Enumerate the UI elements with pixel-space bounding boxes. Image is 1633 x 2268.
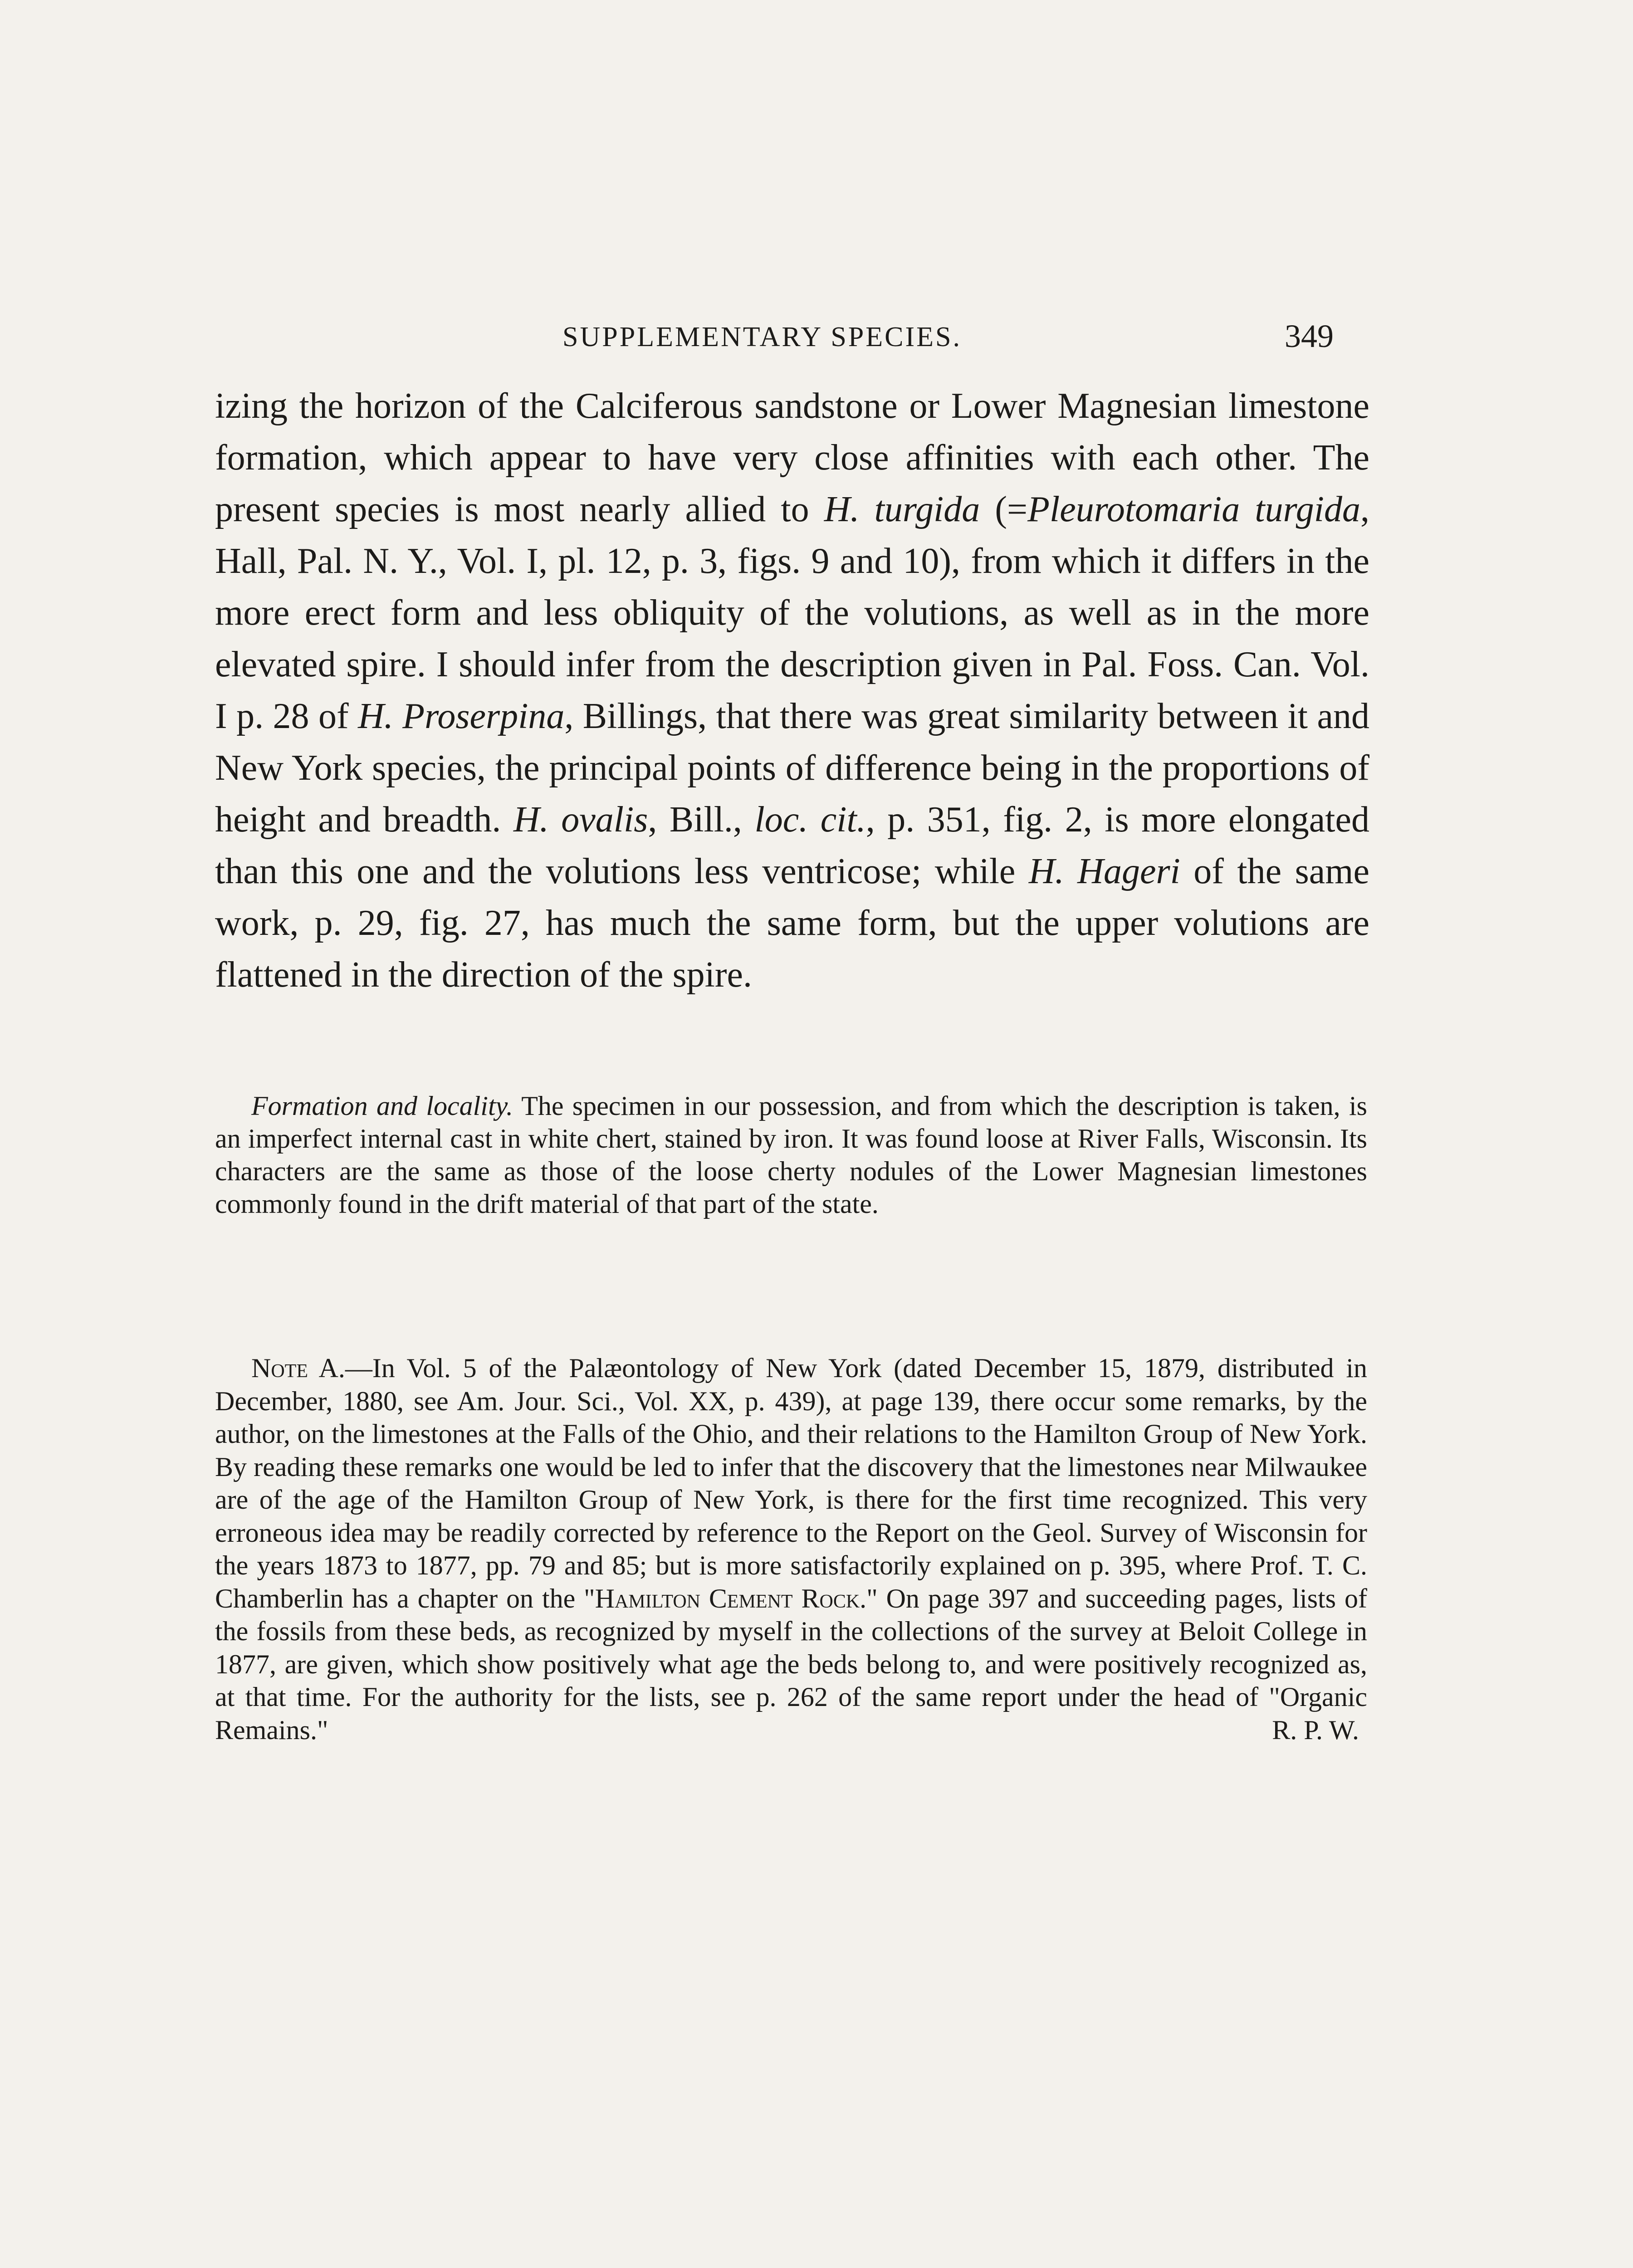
species-name: H. Hageri bbox=[1028, 851, 1180, 891]
main-text-3: , Hall, Pal. N. Y., Vol. I, pl. 12, p. 3, figs. 9 and 10), from which it differs in the more erect form and less obliquity of the volutions, as well as in the more elevated spire. I should infer from the description given in Pal. Foss. Can. Vol. I p. 28 of bbox=[215, 489, 1369, 736]
main-text-4: , Billings, that there was great similarity between it and New York species, the principal points of difference being in the proportions of height and breadth. bbox=[215, 696, 1369, 840]
species-name: H. turgida bbox=[824, 489, 980, 529]
citation-abbrev: loc. cit. bbox=[754, 800, 866, 840]
formation-text: The specimen in our possession, and from which the description is taken, is an imperfect internal cast in white chert, stained by iron. It was found loose at River Falls, Wisconsin. Its characters are the same as those of the loose cherty nodules of the Lower Magnesian limestones commonly found in the drift material of that part of the state. bbox=[215, 1091, 1367, 1219]
main-text-2: (= bbox=[980, 489, 1028, 529]
main-text-7: of the same work, p. 29, fig. 27, has much the same form, but the upper volutions are flattened in the direction of the spire. bbox=[215, 851, 1370, 995]
running-head: SUPPLEMENTARY SPECIES. bbox=[562, 322, 962, 352]
species-name: H. ovalis bbox=[513, 800, 648, 840]
note-paragraph bbox=[215, 1352, 1367, 1746]
note-cement-rock: Hamilton Cement Rock. bbox=[595, 1583, 867, 1613]
species-name: Pleurotomaria turgida bbox=[1027, 489, 1360, 529]
main-text-1: izing the horizon of the Calciferous sandstone or Lower Magnesian limestone formation, which appear to have very close affinities with each other. The present species is most nearly allied to bbox=[215, 386, 1369, 529]
note-label: Note A. bbox=[251, 1353, 345, 1383]
main-text-6: , p. 351, fig. 2, is more elongated than this one and the volutions less ventricose; while bbox=[215, 800, 1369, 891]
main-text-5: , Bill., bbox=[648, 800, 755, 840]
note-text-2: " On page 397 and succeeding pages, lists of the fossils from these beds, as recognized by myself in the collections of the survey at Beloit College in 1877, are given, which show positively what age the beds belong to, and were positively recognized as, at that time. For the authority for the lists, see p. 262 of the same report under the head of "Organic Remains." bbox=[215, 1583, 1367, 1745]
signature: R. P. W. bbox=[1272, 1715, 1359, 1745]
main-paragraph bbox=[215, 380, 1369, 1001]
formation-label: Formation and locality. bbox=[251, 1091, 513, 1121]
note-text-1: —In Vol. 5 of the Palæontology of New York (dated December 15, 1879, distributed in December, 1880, see Am. Jour. Sci., Vol. XX, p. 439), at page 139, there occur some remarks, by the author, on the limestones at the Falls of the Ohio, and their relations to the Hamilton Group of New York. By reading these remarks one would be led to infer that the discovery that the limestones near Milwaukee are of the age of the Hamilton Group of New York, is there for the first time recognized. This very erroneous idea may be readily corrected by reference to the Report on the Geol. Survey of Wisconsin for the years 1873 to 1877, pp. 79 and 85; but is more satisfactorily explained on p. 395, where Prof. T. C. Chamberlin has a chapter on the " bbox=[215, 1353, 1367, 1613]
formation-paragraph bbox=[215, 1090, 1367, 1220]
page-number: 349 bbox=[1285, 318, 1334, 354]
species-name: H. Proserpina bbox=[358, 696, 565, 736]
